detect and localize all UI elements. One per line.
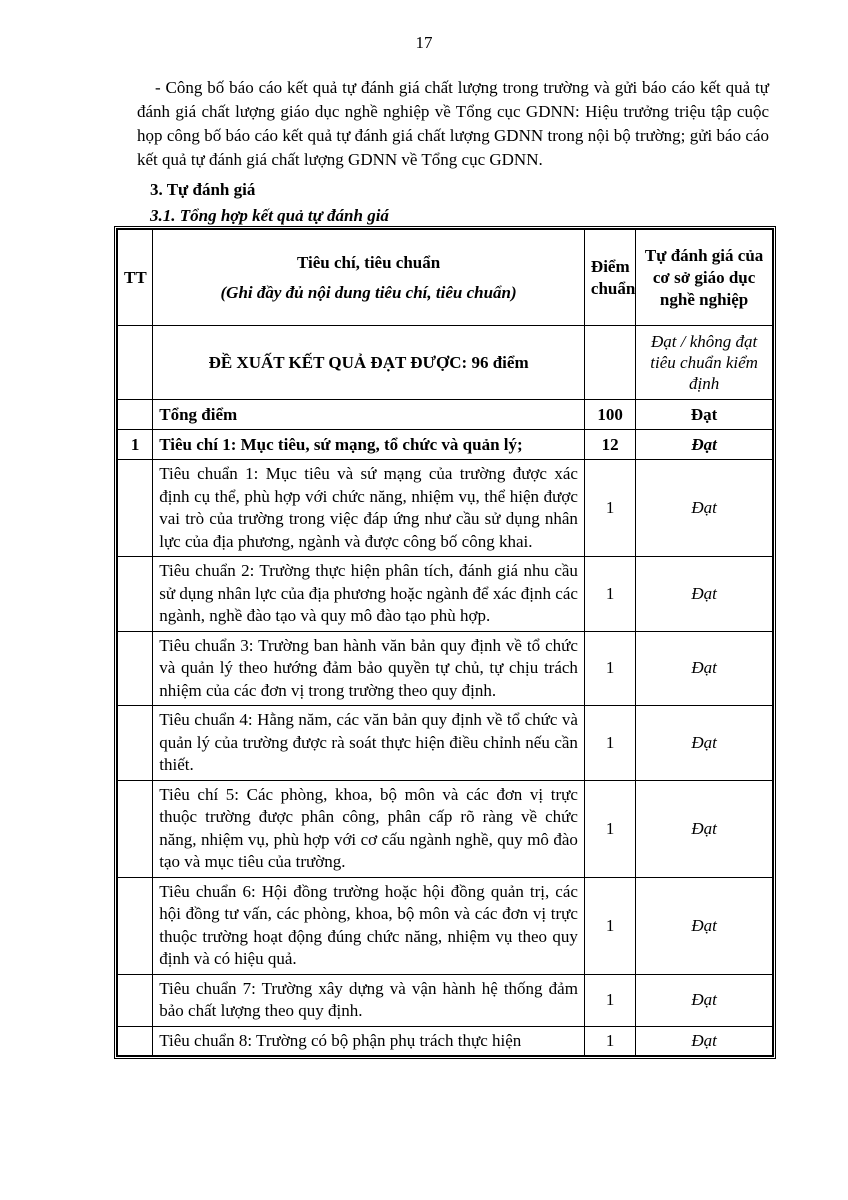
header-self-eval: Tự đánh giá của cơ sở giáo dục nghề nghiệp [636,230,773,326]
standard-text: Tiêu chuẩn 3: Trường ban hành văn bản quy định về tổ chức và quản lý theo hướng đảm bảo quyền tự chủ, tự chịu trách nhiệm của các đơn vị trong trường theo quy định. [153,631,585,706]
total-label: Tổng điểm [153,400,585,430]
section-heading: 3. Tự đánh giá [150,180,256,199]
standard-text: Tiêu chuẩn 4: Hằng năm, các văn bản quy định về tổ chức và quản lý của trường được rà soát thực hiện điều chỉnh nếu cần thiết. [153,706,585,781]
standard-eval: Đạt [636,557,773,632]
header-criteria [153,230,585,326]
standard-text: Tiêu chuẩn 7: Trường xây dựng và vận hành hệ thống đảm bảo chất lượng theo quy định. [153,974,585,1026]
standard-eval: Đạt [636,877,773,974]
standard-eval: Đạt [636,780,773,877]
standard-text: Tiêu chuẩn 6: Hội đồng trường hoặc hội đồng quản trị, các hội đồng tư vấn, các phòng, khoa, bộ môn và các đơn vị trực thuộc trường hoạt động đúng chức năng, nhiệm vụ theo quy định và có hiệu quả. [153,877,585,974]
standard-score: 1 [584,877,635,974]
table-row [118,460,773,557]
table-row [118,631,773,706]
standard-score: 1 [584,974,635,1026]
standard-eval: Đạt [636,706,773,781]
standard-score: 1 [584,706,635,781]
table-row [118,974,773,1026]
criterion-row [118,430,773,460]
table-row [118,557,773,632]
table-row [118,877,773,974]
header-criteria-label: Tiêu chí, tiêu chuẩn [296,252,441,272]
table-header-row [118,230,773,326]
row-tt [118,780,153,877]
standard-score: 1 [584,460,635,557]
proposal-text: ĐỀ XUẤT KẾT QUẢ ĐẠT ĐƯỢC: 96 điểm [153,326,585,400]
page-number: 17 [415,33,433,52]
criterion-label: Tiêu chí 1: Mục tiêu, sứ mạng, tổ chức và quản lý; [153,430,585,460]
subsection-heading: 3.1. Tổng hợp kết quả tự đánh giá [150,206,389,225]
row-tt [118,631,153,706]
standard-score: 1 [584,631,635,706]
intro-paragraph: - Công bố báo cáo kết quả tự đánh giá chất lượng trong trường và gửi báo cáo kết quả tự đánh giá chất lượng giáo dục nghề nghiệp về Tổng cục GDNN: Hiệu trưởng triệu tập cuộc họp công bố báo cáo kết quả tự đánh giá chất lượng GDNN trong nội bộ trường; gửi báo cáo kết quả tự đánh giá chất lượng GDNN về Tổng cục GDNN. [137,78,769,169]
proposal-eval: Đạt / không đạt tiêu chuẩn kiểm định [636,326,773,400]
header-score: Điểm chuẩn [584,230,635,326]
header-tt: TT [118,230,153,326]
table-row [118,706,773,781]
row-tt [118,557,153,632]
standard-text: Tiêu chuẩn 2: Trường thực hiện phân tích, đánh giá nhu cầu sử dụng nhân lực của địa phương hoặc ngành để xác định các ngành, nghề đào tạo và quy mô đào tạo phù hợp. [153,557,585,632]
standard-eval: Đạt [636,631,773,706]
criterion-score: 12 [584,430,635,460]
criterion-tt: 1 [118,430,153,460]
standard-text: Tiêu chuẩn 1: Mục tiêu và sứ mạng của trường được xác định cụ thể, phù hợp với chức năng, nhiệm vụ, thể hiện được vai trò của trường trong việc đáp ứng như cầu sử dụng nhân lực của địa phương, ngành và được công bố công khai. [153,460,585,557]
table-row [118,780,773,877]
proposal-score [584,326,635,400]
row-tt [118,460,153,557]
standard-eval: Đạt [636,460,773,557]
standard-eval: Đạt [636,974,773,1026]
table-row [118,1026,773,1056]
row-tt [118,706,153,781]
proposal-tt [118,326,153,400]
standard-score: 1 [584,1026,635,1056]
total-row [118,400,773,430]
standard-text: Tiêu chí 5: Các phòng, khoa, bộ môn và các đơn vị trực thuộc trường được phân công, phân cấp rõ ràng về chức năng, nhiệm vụ, phù hợp với cơ cấu ngành nghề, quy mô đào tạo và mục tiêu của trường. [153,780,585,877]
header-criteria-note: (Ghi đầy đủ nội dung tiêu chí, tiêu chuẩn) [220,282,517,302]
row-tt [118,1026,153,1056]
total-score: 100 [584,400,635,430]
total-tt [118,400,153,430]
row-tt [118,974,153,1026]
standard-text: Tiêu chuẩn 8: Trường có bộ phận phụ trách thực hiện [153,1026,585,1056]
standard-score: 1 [584,780,635,877]
standard-eval: Đạt [636,1026,773,1056]
row-tt [118,877,153,974]
criterion-eval: Đạt [636,430,773,460]
proposal-row [118,326,773,400]
self-assessment-table [114,226,776,1059]
total-eval: Đạt [636,400,773,430]
standard-score: 1 [584,557,635,632]
